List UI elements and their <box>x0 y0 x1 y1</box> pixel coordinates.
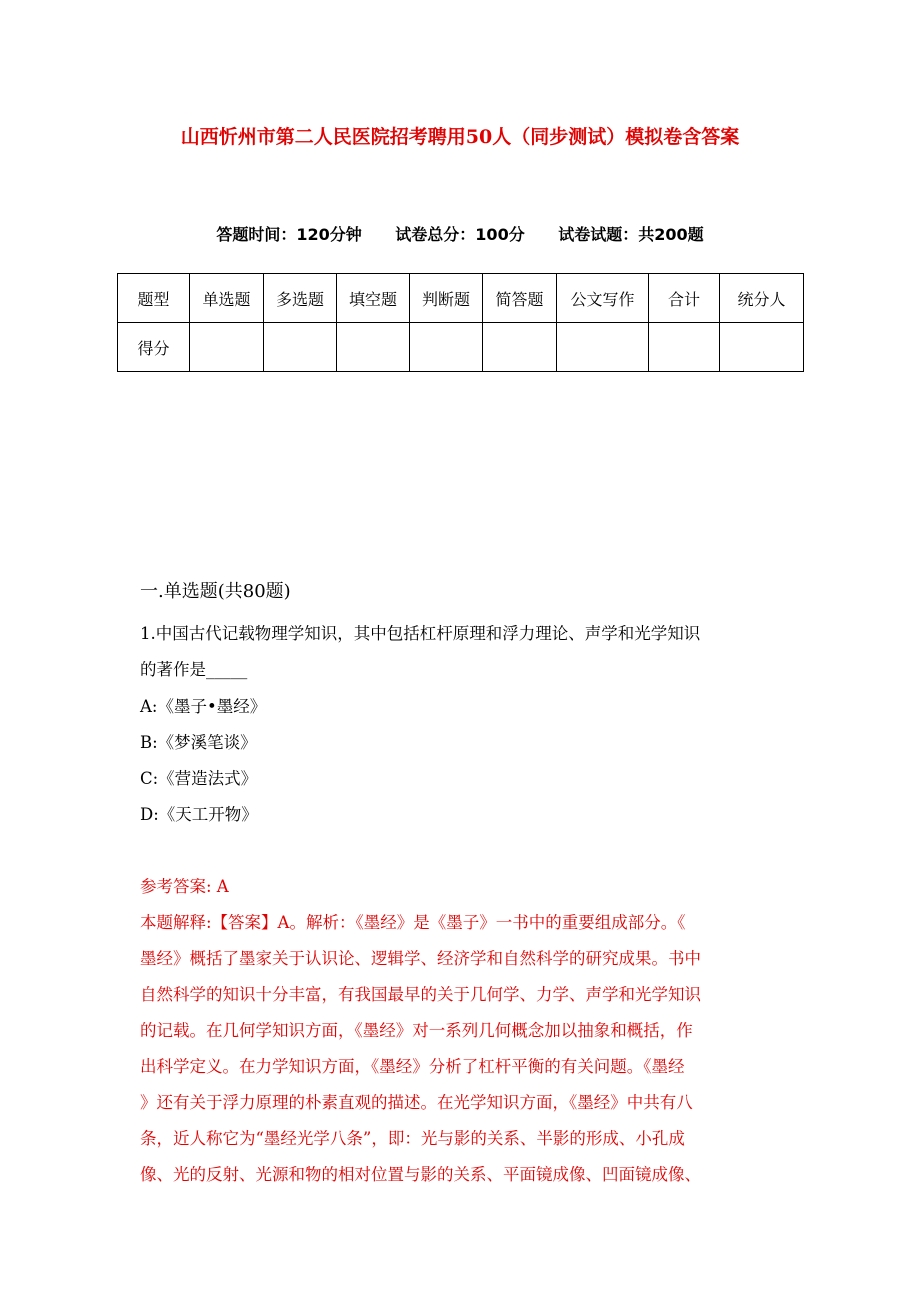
score-table <box>117 273 804 372</box>
explanation-line: 的记载。在几何学知识方面，《墨经》对一系列几何概念加以抽象和概括，作 <box>140 1021 693 1040</box>
exam-total-score: 试卷总分：100分 <box>395 225 525 244</box>
option-d: D:《天工开物》 <box>140 805 258 824</box>
header-cell: 简答题 <box>483 274 557 323</box>
score-cell <box>264 323 337 372</box>
reference-answer: 参考答案: A <box>140 877 229 896</box>
header-cell: 单选题 <box>190 274 264 323</box>
exam-info <box>0 222 920 245</box>
explanation-line: 》还有关于浮力原理的朴素直观的描述。在光学知识方面，《墨经》中共有八 <box>140 1093 693 1112</box>
option-b: B:《梦溪笔谈》 <box>140 733 257 752</box>
header-cell: 合计 <box>649 274 720 323</box>
exam-question-count: 试卷试题：共200题 <box>558 225 704 244</box>
row-label: 得分 <box>118 323 190 372</box>
exam-time: 答题时间：120分钟 <box>216 225 362 244</box>
explanation-line: 条，近人称它为“墨经光学八条”，即：光与影的关系、半影的形成、小孔成 <box>140 1129 685 1148</box>
header-cell: 判断题 <box>410 274 483 323</box>
header-cell: 填空题 <box>337 274 410 323</box>
explanation-line: 出科学定义。在力学知识方面，《墨经》分析了杠杆平衡的有关问题。《墨经 <box>140 1057 685 1076</box>
option-a: A:《墨子•墨经》 <box>140 697 267 716</box>
score-table-header-row <box>118 274 804 323</box>
explanation-line: 墨经》概括了墨家关于认识论、逻辑学、经济学和自然科学的研究成果。书中 <box>140 949 701 968</box>
explanation-line: 自然科学的知识十分丰富，有我国最早的关于几何学、力学、声学和光学知识 <box>140 985 701 1004</box>
explanation-line: 本题解释:【答案】A。解析：《墨经》是《墨子》一书中的重要组成部分。《 <box>140 913 686 932</box>
page-title: 山西忻州市第二人民医院招考聘用50人（同步测试）模拟卷含答案 <box>180 126 740 148</box>
header-cell: 统分人 <box>720 274 804 323</box>
question-text: 1.中国古代记载物理学知识，其中包括杠杆原理和浮力理论、声学和光学知识 <box>140 624 701 643</box>
score-table-row <box>118 323 804 372</box>
question-text: 的著作是_____ <box>140 660 248 679</box>
header-cell: 公文写作 <box>557 274 649 323</box>
header-cell: 题型 <box>118 274 190 323</box>
score-cell <box>557 323 649 372</box>
explanation-line: 像、光的反射、光源和物的相对位置与影的关系、平面镜成像、凹面镜成像、 <box>140 1165 701 1184</box>
score-cell <box>720 323 804 372</box>
section-heading: 一.单选题(共80题) <box>140 581 291 602</box>
score-cell <box>337 323 410 372</box>
score-cell <box>649 323 720 372</box>
score-cell <box>190 323 264 372</box>
score-cell <box>483 323 557 372</box>
header-cell: 多选题 <box>264 274 337 323</box>
score-cell <box>410 323 483 372</box>
option-c: C:《营造法式》 <box>140 769 258 788</box>
